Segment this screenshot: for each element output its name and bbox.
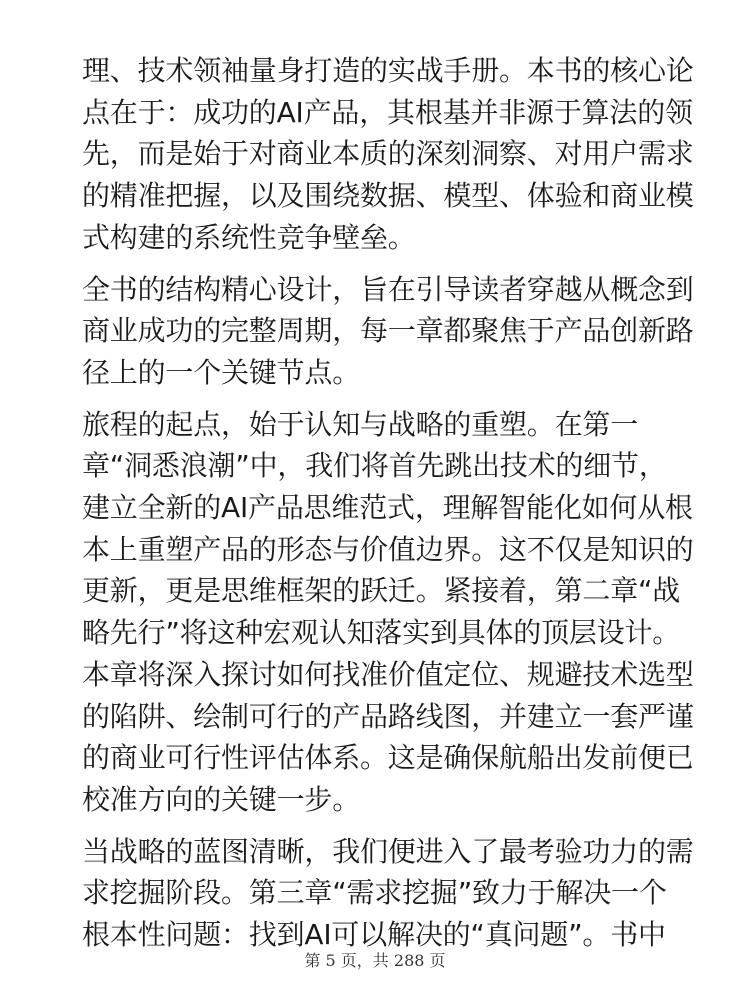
text-line: 点在于：成功的AI产品，其根基并非源于算法的领	[82, 95, 693, 129]
text-line: 旅程的起点，始于认知与战略的重塑。在第一	[82, 407, 639, 441]
text-line: 更新，更是思维框架的跃迁。紧接着，第二章“战	[82, 574, 681, 608]
text-line: 根本性问题：找到AI可以解决的“真问题”。书中	[82, 918, 666, 952]
text-line: 理、技术领袖量身打造的实战手册。本书的核心论	[82, 54, 694, 87]
text-line: 的精准把握，以及围绕数据、模型、体验和商业模	[82, 179, 694, 213]
paragraph-1	[82, 50, 694, 259]
text-line: 的商业可行性评估体系。这是确保航船出发前便已	[82, 741, 694, 775]
text-line: 径上的一个关键节点。	[82, 355, 361, 389]
text-line: 章“洞悉浪潮”中，我们将首先跳出技术的细节，	[82, 449, 667, 483]
paragraph-4	[82, 831, 694, 956]
text-line: 略先行”将这种宏观认知落实到具体的顶层设计。	[82, 616, 681, 650]
page-number-footer: 第 5 页，共 288 页	[304, 951, 446, 970]
text-line: 的陷阱、绘制可行的产品路线图，并建立一套严谨	[82, 699, 694, 733]
paragraph-2	[82, 269, 694, 394]
text-line: 校准方向的关键一步。	[82, 782, 361, 816]
text-line: 先，而是始于对商业本质的深刻洞察、对用户需求	[82, 137, 694, 171]
body-text	[82, 50, 694, 966]
text-line: 本章将深入探讨如何找准价值定位、规避技术选型	[82, 657, 694, 691]
text-line: 本上重塑产品的形态与价值边界。这不仅是知识的	[82, 532, 694, 566]
text-line: 求挖掘阶段。第三章“需求挖掘”致力于解决一个	[82, 876, 667, 910]
text-line: 全书的结构精心设计，旨在引导读者穿越从概念到	[82, 272, 694, 306]
text-line: 式构建的系统性竞争壁垒。	[82, 220, 416, 254]
text-line: 当战略的蓝图清晰，我们便进入了最考验功力的需	[82, 834, 694, 868]
text-line: 商业成功的完整周期，每一章都聚焦于产品创新路	[82, 314, 694, 348]
text-line: 建立全新的AI产品思维范式，理解智能化如何从根	[82, 491, 693, 525]
paragraph-3	[82, 404, 694, 821]
